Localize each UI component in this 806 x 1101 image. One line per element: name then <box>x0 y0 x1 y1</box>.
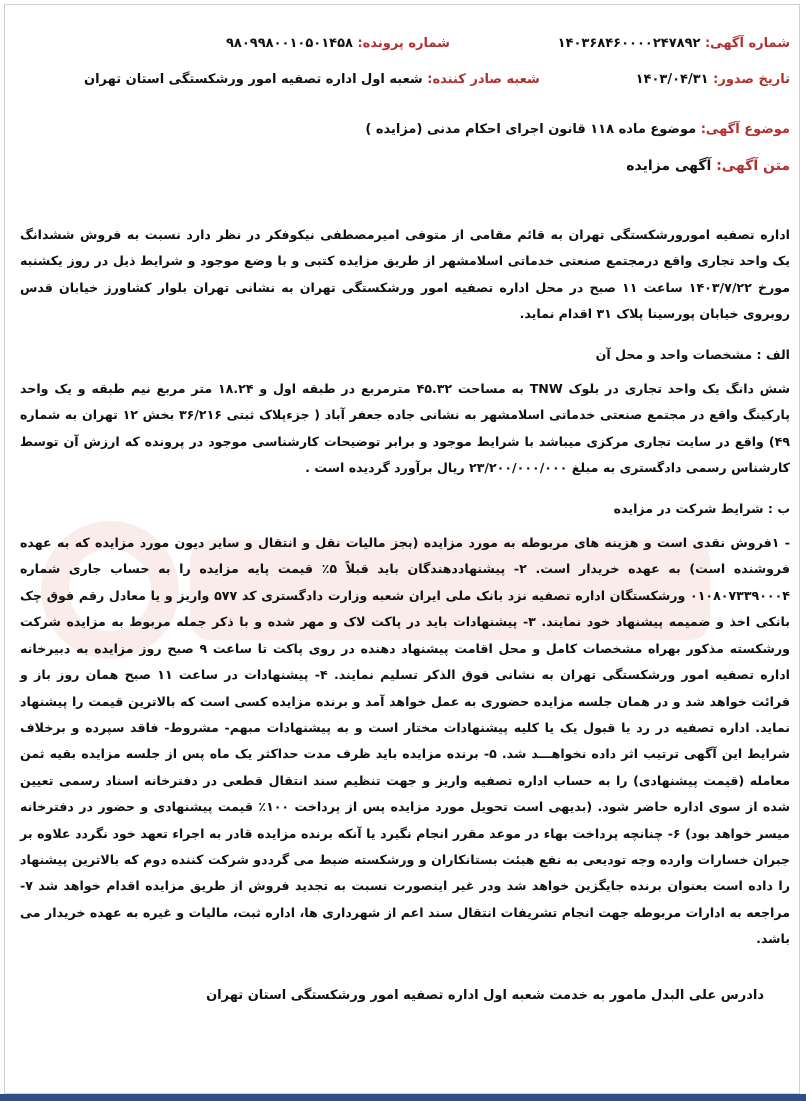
issuing-branch-label: شعبه صادر کننده: <box>427 72 540 87</box>
issuing-branch-value: شعبه اول اداره تصفیه امور ورشکستگی استان تهران <box>84 72 423 87</box>
notice-number <box>558 36 790 51</box>
issue-date-label: تاریخ صدور: <box>713 72 790 87</box>
section-b-title: ب : شرایط شرکت در مزایده <box>613 500 790 516</box>
issuing-branch <box>84 72 540 87</box>
file-number-label: شماره پرونده: <box>357 36 450 51</box>
file-number <box>226 36 450 51</box>
section-b-paragraph: - ۱فروش نقدی است و هزینه های مربوطه به مورد مزایده (بجز مالیات نقل و انتقال و سایر دیون مورد مزایده که به عهده فروشنده است) به عهده خریدار است. ۲- پیشنهاددهندگان باید قبلاً ۵٪ قیمت پایه مزایده را به حساب جاری شماره ۰۱۰۸۰۷۳۳۹۰۰۰۴ ورشکستگان اداره تصفیه نزد بانک ملی ایران شعبه وزارت دادگستری کد ۵۷۷ واریز و یا معادل رقم فوق چک بانکی اخذ و ضمیمه پیشنهاد خود نمایند. ۳- پیشنهادات باید در پاکت لاک و مهر شده و با ذکر جمله مربوط به مزایده شرکت ورشکسته مذکور بهراه مشخصات کامل و محل اقامت پیشنهاد دهنده در روی پاکت تا ساعت ۹ صبح روز مزایده به دبیرخانه اداره تصفیه امور ورشکستگی تهران به نشانی فوق الذکر تسلیم نمایند. ۴- پیشنهادات در ساعت ۱۱ صبح همان روز باز و قرائت خواهد شد و در همان جلسه مزایده حضوری به عمل خواهد آمد و برنده مزایده کسی است که بالاترین قیمت را پیشنهاد نماید. اداره تصفیه در رد یا قبول یک یا کلیه پیشنهادات مختار است و به پیشنهادات مبهم- مشروط- فاقد سپرده و برخلاف شرایط این آگهی ترتیب اثر داده نخواهـــد شد. ۵- برنده مزایده باید ظرف مدت حداکثر یک ماه پس از جلسه مزایده بقیه ثمن معامله (قیمت پیشنهادی) را به حساب اداره تصفیه واریز و جهت تنظیم سند انتقال قطعی در دفترخانه اسناد رسمی تعیین شده از سوی اداره حاضر شود. (بدیهی است تحویل مورد مزایده پس از پرداخت ۱۰۰٪ قیمت پیشنهادی و حضور در دفترخانه میسر خواهد بود) ۶- چنانچه پرداخت بهاء در موعد مقرر انجام نگیرد یا آنکه برنده مزایده قادر به اجراء تعهد خود نگردد علاوه بر جبران خسارات وارده وجه تودیعی به نفع هبئت بستانکاران و ورشکسته ضبط می گرددو شرکت کننده دوم که بالاترین پیشنهاد را داده است بعنوان برنده جایگزین خواهد شد ودر غیر اینصورت نسبت به تجدید فروش از طریق مزایده اقدام خواهد شد ۷- مراجعه به ادارات مربوطه جهت انجام تشریفات انتقال سند اعم از شهرداری ها، اداره ثبت، مالیات و غیره به عهده خریدار می باشد. <box>20 535 791 947</box>
notice-body-title <box>626 158 790 174</box>
signature-line: دادرس علی البدل مامور به خدمت شعبه اول اداره تصفیه امور ورشکستگی استان تهران <box>206 988 764 1003</box>
notice-subject-value: موضوع ماده ۱۱۸ قانون اجرای احکام مدنی (مزایده ) <box>365 122 697 137</box>
notice-content <box>20 222 790 967</box>
issue-date-value: ۱۴۰۳/۰۴/۳۱ <box>635 72 709 87</box>
notice-body-label: متن آگهی: <box>716 158 790 174</box>
section-a-paragraph: شش دانگ یک واحد تجاری در بلوک TNW به مساحت ۴۵.۳۲ مترمربع در طبقه اول و ۱۸.۲۴ متر مربع نیم طبقه و یک واحد پارکینگ واقع در مجتمع صنعتی خدماتی اسلامشهر به نشانی جاده جعفر آباد ( جزءپلاک ثبتی ۳۶/۲۱۶ بخش ۱۲ تهران به شماره ۴۹) واقع در سایت تجاری مرکزی میباشد با شرایط موجود و برابر توضیحات کارشناسی موجود در پرونده که ارزش آن توسط کارشناس رسمی دادگستری به مبلغ ۲۳/۲۰۰/۰۰۰/۰۰۰ ریال برآورد گردیده است . <box>20 381 790 476</box>
notice-number-label: شماره آگهی: <box>704 36 790 51</box>
issue-date <box>636 72 790 87</box>
notice-body-value: آگهی مزایده <box>626 158 712 174</box>
notice-subject-label: موضوع آگهی: <box>700 122 790 137</box>
notice-subject <box>365 122 790 137</box>
bottom-accent-bar <box>0 1094 806 1101</box>
notice-number-value: ۱۴۰۳۶۸۴۶۰۰۰۰۲۴۷۸۹۲ <box>557 36 701 51</box>
section-a-title: الف : مشخصات واحد و محل آن <box>595 346 790 362</box>
intro-paragraph: اداره تصفیه امورورشکستگی تهران به قائم مقامی از متوفی امیرمصطفی نیکوفکر در نظر دارد نسبت به فروش ششدانگ یک واحد تجاری واقع درمجتمع صنعتی خدماتی اسلامشهر از طریق مزایده کتبی و با وضع موجود و شرایط ذیل در روز یکشنبه مورخ ۱۴۰۳/۷/۲۲ ساعت ۱۱ صبح در محل اداره تصفیه امور ورشکستگی تهران به نشانی تهران بلوار کشاورز خیابان قدس روبروی خیابان پورسینا پلاک ۳۱ اقدام نماید. <box>20 227 790 322</box>
file-number-value: ۹۸۰۹۹۸۰۰۱۰۵۰۱۴۵۸ <box>226 36 353 51</box>
